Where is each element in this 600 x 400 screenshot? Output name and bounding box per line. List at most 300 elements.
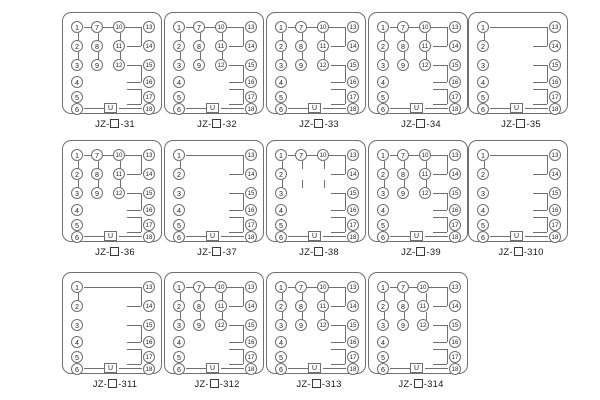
pin-terminal-3[interactable]: 3 (71, 59, 83, 71)
diagram-caption-jz-39 (368, 247, 474, 258)
pin-terminal-12[interactable]: 12 (317, 319, 329, 331)
pin-terminal-11[interactable]: 11 (317, 300, 329, 312)
wire-segment (127, 364, 141, 365)
pin-terminal-13[interactable]: 13 (143, 149, 155, 161)
pin-terminal-8[interactable]: 8 (91, 168, 103, 180)
pin-terminal-13[interactable]: 13 (347, 281, 359, 293)
wire-segment (425, 108, 448, 109)
wire-segment (433, 287, 447, 288)
pin-terminal-18[interactable]: 18 (245, 231, 257, 243)
pin-terminal-9[interactable]: 9 (397, 319, 409, 331)
pin-terminal-2[interactable]: 2 (173, 40, 185, 52)
pin-terminal-11[interactable]: 11 (215, 300, 227, 312)
pin-terminal-10[interactable]: 10 (113, 149, 125, 161)
pin-terminal-14[interactable]: 14 (245, 168, 257, 180)
pin-terminal-4[interactable]: 4 (377, 76, 389, 88)
pin-terminal-2[interactable]: 2 (477, 40, 489, 52)
pin-terminal-14[interactable]: 14 (449, 300, 461, 312)
pin-terminal-11[interactable]: 11 (113, 168, 125, 180)
wire-segment (533, 89, 547, 90)
wire-segment (127, 155, 141, 156)
pin-terminal-4[interactable]: 4 (477, 204, 489, 216)
pin-terminal-5[interactable]: 5 (173, 91, 185, 103)
pin-terminal-14[interactable]: 14 (549, 168, 561, 180)
pin-terminal-7[interactable]: 7 (91, 149, 103, 161)
diagram-caption-jz-34 (368, 119, 474, 130)
pin-terminal-3[interactable]: 3 (477, 59, 489, 71)
pin-terminal-18[interactable]: 18 (449, 231, 461, 243)
coil-symbol: U (206, 231, 219, 241)
pin-terminal-5[interactable]: 5 (477, 219, 489, 231)
pin-terminal-6[interactable]: 6 (173, 231, 185, 243)
pin-terminal-16[interactable]: 16 (549, 204, 561, 216)
pin-terminal-15[interactable]: 15 (549, 187, 561, 199)
pin-terminal-10[interactable]: 10 (215, 21, 227, 33)
pin-terminal-17[interactable]: 17 (245, 351, 257, 363)
pin-terminal-13[interactable]: 13 (245, 281, 257, 293)
pin-terminal-17[interactable]: 17 (449, 219, 461, 231)
wire-segment (229, 364, 243, 365)
caption-suffix: -36 (120, 247, 135, 258)
pin-terminal-4[interactable]: 4 (275, 336, 287, 348)
pin-terminal-13[interactable]: 13 (347, 149, 359, 161)
pin-terminal-7[interactable]: 7 (397, 149, 409, 161)
pin-terminal-6[interactable]: 6 (275, 103, 287, 115)
wire-segment (345, 325, 346, 342)
pin-terminal-13[interactable]: 13 (449, 149, 461, 161)
pin-terminal-10[interactable]: 10 (317, 149, 329, 161)
pin-terminal-9[interactable]: 9 (397, 59, 409, 71)
pin-terminal-15[interactable]: 15 (449, 319, 461, 331)
pin-terminal-2[interactable]: 2 (377, 168, 389, 180)
pin-terminal-18[interactable]: 18 (245, 363, 257, 375)
caption-suffix: -313 (321, 379, 342, 390)
pin-terminal-4[interactable]: 4 (173, 336, 185, 348)
diagram-cell-jz-33 (266, 12, 372, 130)
wire-segment (127, 27, 141, 28)
wire-segment (243, 89, 244, 104)
pin-terminal-17[interactable]: 17 (347, 91, 359, 103)
pin-terminal-8[interactable]: 8 (193, 300, 205, 312)
pin-terminal-4[interactable]: 4 (173, 76, 185, 88)
pin-terminal-6[interactable]: 6 (173, 103, 185, 115)
wire-segment (533, 155, 547, 156)
pin-terminal-18[interactable]: 18 (449, 103, 461, 115)
pin-terminal-14[interactable]: 14 (347, 40, 359, 52)
pin-terminal-16[interactable]: 16 (245, 76, 257, 88)
pin-terminal-2[interactable]: 2 (275, 168, 287, 180)
pin-terminal-1[interactable]: 1 (275, 281, 287, 293)
pin-terminal-9[interactable]: 9 (397, 187, 409, 199)
pin-terminal-5[interactable]: 5 (71, 91, 83, 103)
pin-terminal-12[interactable]: 12 (113, 59, 125, 71)
pin-terminal-10[interactable]: 10 (317, 21, 329, 33)
pin-terminal-16[interactable]: 16 (449, 204, 461, 216)
pin-terminal-6[interactable]: 6 (477, 103, 489, 115)
caption-placeholder-box-icon (212, 119, 221, 128)
pin-terminal-14[interactable]: 14 (245, 40, 257, 52)
pin-terminal-9[interactable]: 9 (193, 59, 205, 71)
pin-terminal-17[interactable]: 17 (449, 91, 461, 103)
wire-segment (433, 232, 447, 233)
pin-terminal-17[interactable]: 17 (549, 91, 561, 103)
pin-terminal-16[interactable]: 16 (347, 76, 359, 88)
wire-segment (243, 193, 244, 210)
pin-terminal-15[interactable]: 15 (245, 319, 257, 331)
pin-terminal-1[interactable]: 1 (71, 281, 83, 293)
pin-terminal-3[interactable]: 3 (275, 59, 287, 71)
diagram-caption-jz-33 (266, 119, 372, 130)
pin-terminal-16[interactable]: 16 (549, 76, 561, 88)
pin-terminal-6[interactable]: 6 (173, 363, 185, 375)
pin-terminal-17[interactable]: 17 (347, 351, 359, 363)
pin-terminal-5[interactable]: 5 (275, 351, 287, 363)
pin-terminal-10[interactable]: 10 (419, 21, 431, 33)
pin-terminal-18[interactable]: 18 (347, 363, 359, 375)
pin-terminal-2[interactable]: 2 (173, 168, 185, 180)
pin-terminal-8[interactable]: 8 (397, 168, 409, 180)
pin-terminal-13[interactable]: 13 (245, 149, 257, 161)
wire-segment (141, 325, 142, 342)
coil-symbol: U (308, 231, 321, 241)
pin-terminal-14[interactable]: 14 (143, 168, 155, 180)
pin-terminal-15[interactable]: 15 (347, 59, 359, 71)
pin-terminal-5[interactable]: 5 (173, 351, 185, 363)
pin-terminal-18[interactable]: 18 (549, 231, 561, 243)
pin-terminal-14[interactable]: 14 (143, 300, 155, 312)
pin-terminal-8[interactable]: 8 (397, 300, 409, 312)
pin-terminal-16[interactable]: 16 (449, 336, 461, 348)
caption-placeholder-box-icon (516, 119, 525, 128)
wire-segment (533, 193, 547, 194)
pin-terminal-1[interactable]: 1 (173, 21, 185, 33)
relay-outline-jz-311 (62, 272, 162, 374)
caption-placeholder-box-icon (110, 119, 119, 128)
caption-suffix: -38 (324, 247, 339, 258)
pin-terminal-8[interactable]: 8 (91, 40, 103, 52)
diagram-caption-jz-311 (62, 379, 168, 390)
pin-terminal-3[interactable]: 3 (173, 59, 185, 71)
pin-terminal-3[interactable]: 3 (377, 59, 389, 71)
pin-terminal-17[interactable]: 17 (143, 219, 155, 231)
wire-segment (288, 236, 308, 237)
pin-terminal-9[interactable]: 9 (193, 319, 205, 331)
pin-terminal-14[interactable]: 14 (549, 40, 561, 52)
pin-terminal-15[interactable]: 15 (143, 319, 155, 331)
pin-terminal-10[interactable]: 10 (113, 21, 125, 33)
wire-segment (119, 368, 142, 369)
wire-segment (127, 325, 141, 326)
pin-terminal-15[interactable]: 15 (143, 187, 155, 199)
wire-segment (331, 65, 345, 66)
pin-terminal-6[interactable]: 6 (275, 231, 287, 243)
pin-terminal-8[interactable]: 8 (397, 40, 409, 52)
pin-terminal-9[interactable]: 9 (295, 319, 307, 331)
pin-terminal-1[interactable]: 1 (477, 21, 489, 33)
pin-terminal-16[interactable]: 16 (245, 204, 257, 216)
pin-terminal-12[interactable]: 12 (419, 187, 431, 199)
pin-terminal-1[interactable]: 1 (275, 149, 287, 161)
pin-terminal-5[interactable]: 5 (477, 91, 489, 103)
pin-terminal-17[interactable]: 17 (449, 351, 461, 363)
pin-terminal-4[interactable]: 4 (173, 204, 185, 216)
pin-terminal-12[interactable]: 12 (419, 59, 431, 71)
pin-terminal-1[interactable]: 1 (173, 149, 185, 161)
pin-terminal-7[interactable]: 7 (295, 281, 307, 293)
pin-terminal-17[interactable]: 17 (347, 219, 359, 231)
pin-terminal-3[interactable]: 3 (275, 187, 287, 199)
pin-terminal-18[interactable]: 18 (143, 363, 155, 375)
pin-terminal-1[interactable]: 1 (377, 281, 389, 293)
pin-terminal-6[interactable]: 6 (275, 363, 287, 375)
pin-terminal-16[interactable]: 16 (449, 76, 461, 88)
pin-terminal-18[interactable]: 18 (347, 103, 359, 115)
pin-terminal-5[interactable]: 5 (377, 351, 389, 363)
pin-terminal-4[interactable]: 4 (377, 204, 389, 216)
coil-symbol: U (206, 103, 219, 113)
pin-terminal-3[interactable]: 3 (377, 187, 389, 199)
pin-terminal-9[interactable]: 9 (91, 59, 103, 71)
wire-segment (127, 217, 141, 218)
wire-segment (433, 174, 447, 175)
wire-segment (547, 27, 548, 46)
diagram-caption-jz-314 (368, 379, 474, 390)
pin-terminal-7[interactable]: 7 (295, 21, 307, 33)
pin-terminal-11[interactable]: 11 (417, 300, 429, 312)
pin-terminal-11[interactable]: 11 (317, 40, 329, 52)
wire-segment (229, 217, 243, 218)
pin-terminal-6[interactable]: 6 (71, 231, 83, 243)
pin-terminal-14[interactable]: 14 (449, 168, 461, 180)
pin-terminal-5[interactable]: 5 (173, 219, 185, 231)
wire-segment (390, 368, 410, 369)
wire-segment (433, 46, 447, 47)
pin-terminal-9[interactable]: 9 (295, 59, 307, 71)
pin-terminal-1[interactable]: 1 (377, 21, 389, 33)
pin-terminal-18[interactable]: 18 (347, 231, 359, 243)
pin-terminal-17[interactable]: 17 (245, 219, 257, 231)
caption-placeholder-box-icon (312, 379, 321, 388)
coil-symbol: U (308, 103, 321, 113)
pin-terminal-10[interactable]: 10 (317, 281, 329, 293)
pin-terminal-2[interactable]: 2 (173, 300, 185, 312)
pin-terminal-16[interactable]: 16 (143, 336, 155, 348)
pin-terminal-15[interactable]: 15 (347, 319, 359, 331)
pin-terminal-3[interactable]: 3 (275, 319, 287, 331)
pin-terminal-10[interactable]: 10 (417, 281, 429, 293)
wire-segment (533, 104, 547, 105)
pin-terminal-15[interactable]: 15 (449, 59, 461, 71)
pin-terminal-12[interactable]: 12 (215, 319, 227, 331)
pin-terminal-15[interactable]: 15 (143, 59, 155, 71)
diagram-cell-jz-37 (164, 140, 270, 258)
pin-terminal-2[interactable]: 2 (71, 40, 83, 52)
pin-terminal-15[interactable]: 15 (449, 187, 461, 199)
wire-segment (331, 104, 345, 105)
pin-terminal-14[interactable]: 14 (449, 40, 461, 52)
pin-terminal-2[interactable]: 2 (377, 300, 389, 312)
pin-terminal-13[interactable]: 13 (143, 281, 155, 293)
pin-terminal-15[interactable]: 15 (245, 59, 257, 71)
pin-terminal-4[interactable]: 4 (71, 336, 83, 348)
wire-segment (331, 89, 345, 90)
pin-terminal-5[interactable]: 5 (71, 219, 83, 231)
diagram-caption-jz-36 (62, 247, 168, 258)
pin-terminal-18[interactable]: 18 (549, 103, 561, 115)
wire-segment (547, 89, 548, 104)
pin-terminal-4[interactable]: 4 (275, 204, 287, 216)
wire-segment (433, 306, 447, 307)
pin-terminal-16[interactable]: 16 (347, 204, 359, 216)
pin-terminal-2[interactable]: 2 (71, 168, 83, 180)
wire-segment (345, 27, 346, 46)
pin-terminal-4[interactable]: 4 (377, 336, 389, 348)
pin-terminal-3[interactable]: 3 (173, 187, 185, 199)
caption-prefix: JZ- (401, 247, 416, 258)
pin-terminal-3[interactable]: 3 (377, 319, 389, 331)
wire-segment (141, 89, 142, 104)
wire-segment (331, 217, 345, 218)
pin-terminal-8[interactable]: 8 (193, 40, 205, 52)
pin-terminal-11[interactable]: 11 (215, 40, 227, 52)
pin-terminal-13[interactable]: 13 (449, 281, 461, 293)
pin-terminal-7[interactable]: 7 (91, 21, 103, 33)
wire-segment (127, 104, 141, 105)
pin-terminal-1[interactable]: 1 (71, 21, 83, 33)
wire-segment (141, 27, 142, 46)
pin-terminal-12[interactable]: 12 (317, 59, 329, 71)
pin-terminal-13[interactable]: 13 (347, 21, 359, 33)
wire-segment (141, 287, 142, 306)
pin-terminal-17[interactable]: 17 (143, 351, 155, 363)
pin-terminal-7[interactable]: 7 (193, 21, 205, 33)
wire-segment (390, 236, 410, 237)
pin-terminal-3[interactable]: 3 (71, 319, 83, 331)
pin-terminal-10[interactable]: 10 (419, 149, 431, 161)
pin-terminal-12[interactable]: 12 (113, 187, 125, 199)
pin-terminal-11[interactable]: 11 (113, 40, 125, 52)
pin-terminal-9[interactable]: 9 (91, 187, 103, 199)
pin-terminal-1[interactable]: 1 (275, 21, 287, 33)
pin-terminal-17[interactable]: 17 (143, 91, 155, 103)
wire-segment (229, 89, 243, 90)
diagram-caption-jz-37 (164, 247, 270, 258)
pin-terminal-13[interactable]: 13 (245, 21, 257, 33)
pin-terminal-13[interactable]: 13 (549, 21, 561, 33)
pin-terminal-18[interactable]: 18 (449, 363, 461, 375)
pin-terminal-7[interactable]: 7 (397, 21, 409, 33)
pin-terminal-4[interactable]: 4 (71, 204, 83, 216)
pin-terminal-2[interactable]: 2 (71, 300, 83, 312)
pin-terminal-14[interactable]: 14 (245, 300, 257, 312)
pin-terminal-14[interactable]: 14 (347, 300, 359, 312)
caption-suffix: -312 (219, 379, 240, 390)
relay-outline-jz-313 (266, 272, 366, 374)
pin-terminal-6[interactable]: 6 (377, 103, 389, 115)
pin-terminal-2[interactable]: 2 (477, 168, 489, 180)
pin-terminal-15[interactable]: 15 (549, 59, 561, 71)
pin-terminal-11[interactable]: 11 (419, 40, 431, 52)
pin-terminal-12[interactable]: 12 (417, 319, 429, 331)
pin-terminal-16[interactable]: 16 (143, 76, 155, 88)
pin-terminal-16[interactable]: 16 (245, 336, 257, 348)
caption-suffix: -34 (426, 119, 441, 130)
pin-terminal-8[interactable]: 8 (295, 300, 307, 312)
pin-terminal-16[interactable]: 16 (143, 204, 155, 216)
wire-segment (186, 236, 206, 237)
pin-terminal-18[interactable]: 18 (143, 103, 155, 115)
wire-segment (433, 89, 447, 90)
pin-terminal-6[interactable]: 6 (71, 363, 83, 375)
coil-symbol: U (410, 363, 423, 373)
pin-terminal-17[interactable]: 17 (549, 219, 561, 231)
pin-terminal-4[interactable]: 4 (71, 76, 83, 88)
pin-terminal-10[interactable]: 10 (215, 281, 227, 293)
pin-terminal-15[interactable]: 15 (347, 187, 359, 199)
relay-outline-jz-34 (368, 12, 468, 114)
pin-terminal-7[interactable]: 7 (295, 149, 307, 161)
pin-terminal-14[interactable]: 14 (143, 40, 155, 52)
pin-terminal-14[interactable]: 14 (347, 168, 359, 180)
pin-terminal-5[interactable]: 5 (275, 91, 287, 103)
pin-terminal-11[interactable]: 11 (419, 168, 431, 180)
pin-terminal-4[interactable]: 4 (275, 76, 287, 88)
caption-prefix: JZ- (92, 379, 108, 390)
pin-terminal-18[interactable]: 18 (143, 231, 155, 243)
wire-segment (433, 364, 447, 365)
pin-terminal-7[interactable]: 7 (193, 281, 205, 293)
diagram-cell-jz-314 (368, 272, 474, 390)
pin-terminal-4[interactable]: 4 (477, 76, 489, 88)
pin-terminal-13[interactable]: 13 (143, 21, 155, 33)
pin-terminal-2[interactable]: 2 (275, 40, 287, 52)
relay-outline-jz-312 (164, 272, 264, 374)
pin-terminal-3[interactable]: 3 (477, 187, 489, 199)
wire-segment (119, 236, 142, 237)
pin-terminal-1[interactable]: 1 (71, 149, 83, 161)
pin-terminal-2[interactable]: 2 (275, 300, 287, 312)
diagram-cell-jz-36 (62, 140, 168, 258)
pin-terminal-6[interactable]: 6 (71, 103, 83, 115)
wire-segment (84, 236, 104, 237)
pin-terminal-5[interactable]: 5 (377, 91, 389, 103)
pin-terminal-3[interactable]: 3 (173, 319, 185, 331)
pin-terminal-6[interactable]: 6 (377, 231, 389, 243)
pin-terminal-3[interactable]: 3 (71, 187, 83, 199)
pin-terminal-16[interactable]: 16 (347, 336, 359, 348)
pin-terminal-5[interactable]: 5 (275, 219, 287, 231)
pin-terminal-1[interactable]: 1 (173, 281, 185, 293)
pin-terminal-2[interactable]: 2 (377, 40, 389, 52)
pin-terminal-5[interactable]: 5 (71, 351, 83, 363)
pin-terminal-13[interactable]: 13 (449, 21, 461, 33)
pin-terminal-13[interactable]: 13 (549, 149, 561, 161)
wire-segment (345, 155, 346, 174)
pin-terminal-5[interactable]: 5 (377, 219, 389, 231)
pin-terminal-15[interactable]: 15 (245, 187, 257, 199)
wire-segment (229, 342, 243, 343)
pin-terminal-1[interactable]: 1 (477, 149, 489, 161)
pin-terminal-12[interactable]: 12 (215, 59, 227, 71)
pin-terminal-1[interactable]: 1 (377, 149, 389, 161)
pin-terminal-8[interactable]: 8 (295, 40, 307, 52)
pin-terminal-6[interactable]: 6 (377, 363, 389, 375)
pin-terminal-17[interactable]: 17 (245, 91, 257, 103)
pin-terminal-18[interactable]: 18 (245, 103, 257, 115)
wire-segment (243, 27, 244, 46)
pin-terminal-7[interactable]: 7 (397, 281, 409, 293)
pin-terminal-6[interactable]: 6 (477, 231, 489, 243)
